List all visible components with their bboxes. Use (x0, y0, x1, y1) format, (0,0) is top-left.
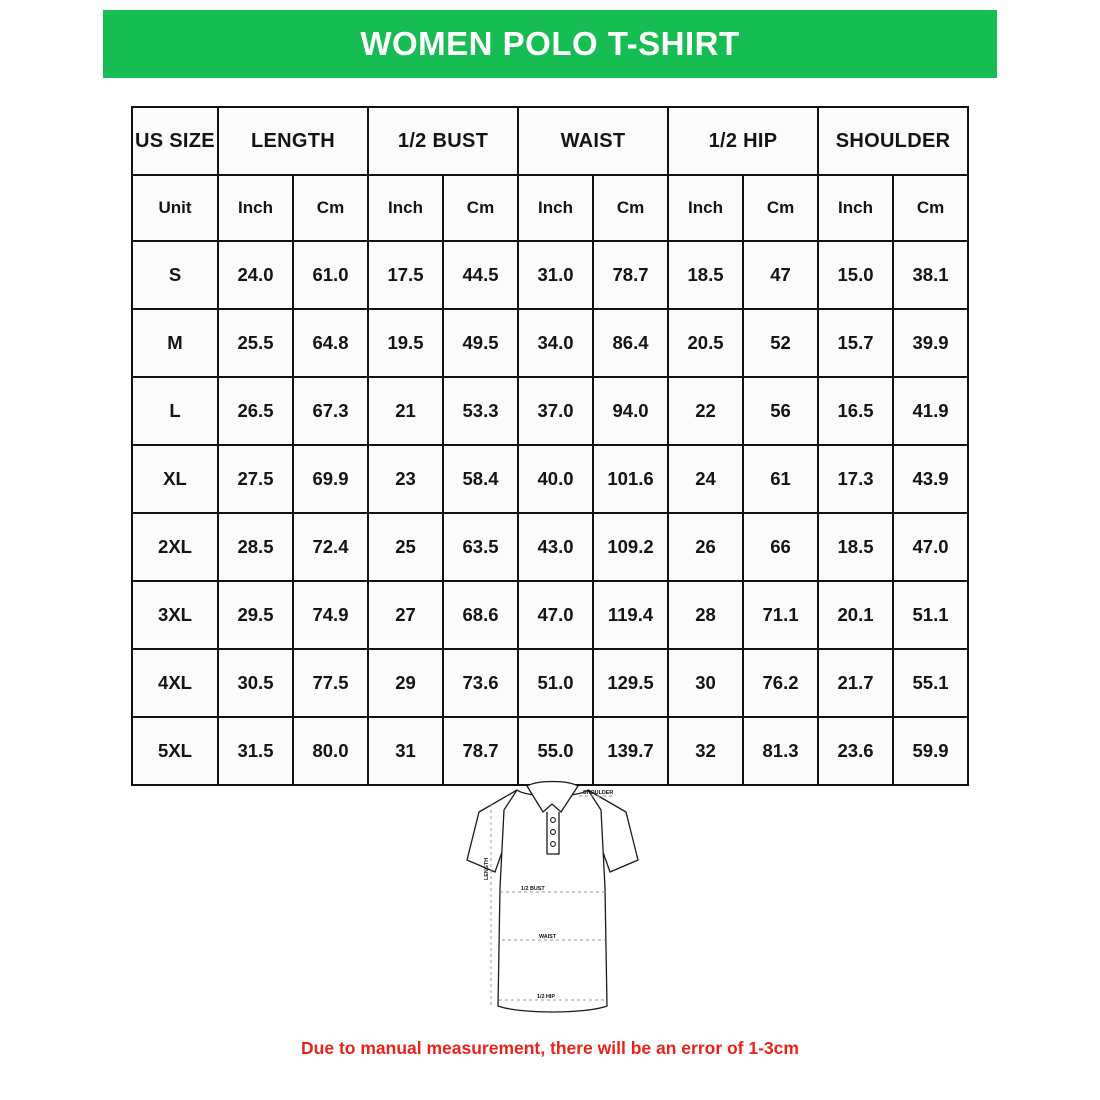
row-size: S (132, 241, 218, 309)
cell-shoulder-inch: 21.7 (818, 649, 893, 717)
cell-waist-inch: 43.0 (518, 513, 593, 581)
unit-shoulder-inch: Inch (818, 175, 893, 241)
header-us-size: US SIZE (132, 107, 218, 175)
cell-shoulder-inch: 20.1 (818, 581, 893, 649)
cell-shoulder-cm: 43.9 (893, 445, 968, 513)
table-unit-row (132, 175, 968, 241)
cell-length-cm: 69.9 (293, 445, 368, 513)
size-table (131, 106, 969, 786)
cell-hip-cm: 47 (743, 241, 818, 309)
cell-shoulder-cm: 51.1 (893, 581, 968, 649)
table-group-header-row (132, 107, 968, 175)
cell-bust-cm: 63.5 (443, 513, 518, 581)
cell-length-inch: 26.5 (218, 377, 293, 445)
cell-bust-cm: 49.5 (443, 309, 518, 377)
cell-waist-cm: 78.7 (593, 241, 668, 309)
table-row (132, 581, 968, 649)
unit-hip-cm: Cm (743, 175, 818, 241)
page-title: WOMEN POLO T-SHIRT (360, 25, 740, 62)
cell-bust-cm: 44.5 (443, 241, 518, 309)
cell-shoulder-cm: 39.9 (893, 309, 968, 377)
cell-hip-cm: 81.3 (743, 717, 818, 785)
cell-hip-cm: 52 (743, 309, 818, 377)
table-row (132, 241, 968, 309)
unit-shoulder-cm: Cm (893, 175, 968, 241)
cell-length-inch: 30.5 (218, 649, 293, 717)
table-row (132, 649, 968, 717)
header-half-bust: 1/2 BUST (368, 107, 518, 175)
cell-length-cm: 77.5 (293, 649, 368, 717)
label-half-hip: 1/2 HIP (537, 994, 555, 1000)
cell-length-cm: 80.0 (293, 717, 368, 785)
cell-shoulder-inch: 16.5 (818, 377, 893, 445)
cell-shoulder-inch: 15.0 (818, 241, 893, 309)
cell-length-cm: 67.3 (293, 377, 368, 445)
polo-shirt-diagram (455, 768, 650, 1023)
cell-hip-inch: 18.5 (668, 241, 743, 309)
cell-bust-inch: 25 (368, 513, 443, 581)
cell-hip-cm: 66 (743, 513, 818, 581)
cell-bust-inch: 31 (368, 717, 443, 785)
cell-length-cm: 74.9 (293, 581, 368, 649)
cell-waist-inch: 51.0 (518, 649, 593, 717)
cell-hip-inch: 24 (668, 445, 743, 513)
cell-hip-cm: 61 (743, 445, 818, 513)
cell-bust-inch: 21 (368, 377, 443, 445)
unit-bust-inch: Inch (368, 175, 443, 241)
unit-hip-inch: Inch (668, 175, 743, 241)
cell-length-cm: 61.0 (293, 241, 368, 309)
unit-length-cm: Cm (293, 175, 368, 241)
row-size: 2XL (132, 513, 218, 581)
cell-shoulder-cm: 38.1 (893, 241, 968, 309)
cell-length-cm: 64.8 (293, 309, 368, 377)
label-shoulder: SHOULDER (583, 790, 614, 796)
row-size: 4XL (132, 649, 218, 717)
cell-length-inch: 31.5 (218, 717, 293, 785)
cell-waist-cm: 139.7 (593, 717, 668, 785)
cell-hip-cm: 76.2 (743, 649, 818, 717)
cell-shoulder-inch: 17.3 (818, 445, 893, 513)
polo-shirt-icon (455, 768, 650, 1023)
cell-waist-cm: 109.2 (593, 513, 668, 581)
cell-shoulder-inch: 15.7 (818, 309, 893, 377)
cell-length-inch: 25.5 (218, 309, 293, 377)
cell-hip-inch: 26 (668, 513, 743, 581)
header-banner (103, 10, 997, 78)
table-row (132, 377, 968, 445)
cell-bust-cm: 78.7 (443, 717, 518, 785)
row-size: M (132, 309, 218, 377)
unit-waist-cm: Cm (593, 175, 668, 241)
cell-hip-inch: 28 (668, 581, 743, 649)
cell-hip-inch: 30 (668, 649, 743, 717)
cell-bust-inch: 19.5 (368, 309, 443, 377)
cell-length-cm: 72.4 (293, 513, 368, 581)
table-row (132, 513, 968, 581)
row-size: L (132, 377, 218, 445)
measurement-note: Due to manual measurement, there will be an error of 1-3cm (301, 1038, 799, 1058)
cell-waist-cm: 101.6 (593, 445, 668, 513)
cell-length-inch: 29.5 (218, 581, 293, 649)
size-table-container (131, 106, 969, 786)
cell-shoulder-inch: 23.6 (818, 717, 893, 785)
header-waist: WAIST (518, 107, 668, 175)
label-half-bust: 1/2 BUST (521, 886, 545, 892)
cell-length-inch: 27.5 (218, 445, 293, 513)
header-length: LENGTH (218, 107, 368, 175)
cell-bust-cm: 73.6 (443, 649, 518, 717)
cell-hip-inch: 20.5 (668, 309, 743, 377)
cell-waist-cm: 119.4 (593, 581, 668, 649)
row-size: 3XL (132, 581, 218, 649)
header-shoulder: SHOULDER (818, 107, 968, 175)
cell-shoulder-cm: 55.1 (893, 649, 968, 717)
row-size: XL (132, 445, 218, 513)
cell-waist-cm: 86.4 (593, 309, 668, 377)
cell-hip-inch: 22 (668, 377, 743, 445)
unit-length-inch: Inch (218, 175, 293, 241)
cell-waist-inch: 31.0 (518, 241, 593, 309)
cell-bust-inch: 29 (368, 649, 443, 717)
cell-waist-inch: 34.0 (518, 309, 593, 377)
cell-bust-cm: 68.6 (443, 581, 518, 649)
cell-bust-cm: 53.3 (443, 377, 518, 445)
unit-waist-inch: Inch (518, 175, 593, 241)
cell-length-inch: 28.5 (218, 513, 293, 581)
cell-shoulder-inch: 18.5 (818, 513, 893, 581)
cell-waist-inch: 37.0 (518, 377, 593, 445)
table-row (132, 309, 968, 377)
cell-bust-inch: 27 (368, 581, 443, 649)
cell-waist-inch: 47.0 (518, 581, 593, 649)
cell-length-inch: 24.0 (218, 241, 293, 309)
row-size: 5XL (132, 717, 218, 785)
cell-waist-inch: 40.0 (518, 445, 593, 513)
table-row (132, 445, 968, 513)
cell-hip-inch: 32 (668, 717, 743, 785)
header-half-hip: 1/2 HIP (668, 107, 818, 175)
cell-bust-inch: 17.5 (368, 241, 443, 309)
cell-bust-cm: 58.4 (443, 445, 518, 513)
cell-waist-inch: 55.0 (518, 717, 593, 785)
cell-waist-cm: 129.5 (593, 649, 668, 717)
cell-shoulder-cm: 59.9 (893, 717, 968, 785)
unit-label: Unit (132, 175, 218, 241)
cell-hip-cm: 71.1 (743, 581, 818, 649)
cell-waist-cm: 94.0 (593, 377, 668, 445)
cell-shoulder-cm: 47.0 (893, 513, 968, 581)
cell-hip-cm: 56 (743, 377, 818, 445)
label-waist: WAIST (539, 934, 557, 940)
label-length: LENGTH (484, 857, 490, 880)
cell-bust-inch: 23 (368, 445, 443, 513)
unit-bust-cm: Cm (443, 175, 518, 241)
cell-shoulder-cm: 41.9 (893, 377, 968, 445)
